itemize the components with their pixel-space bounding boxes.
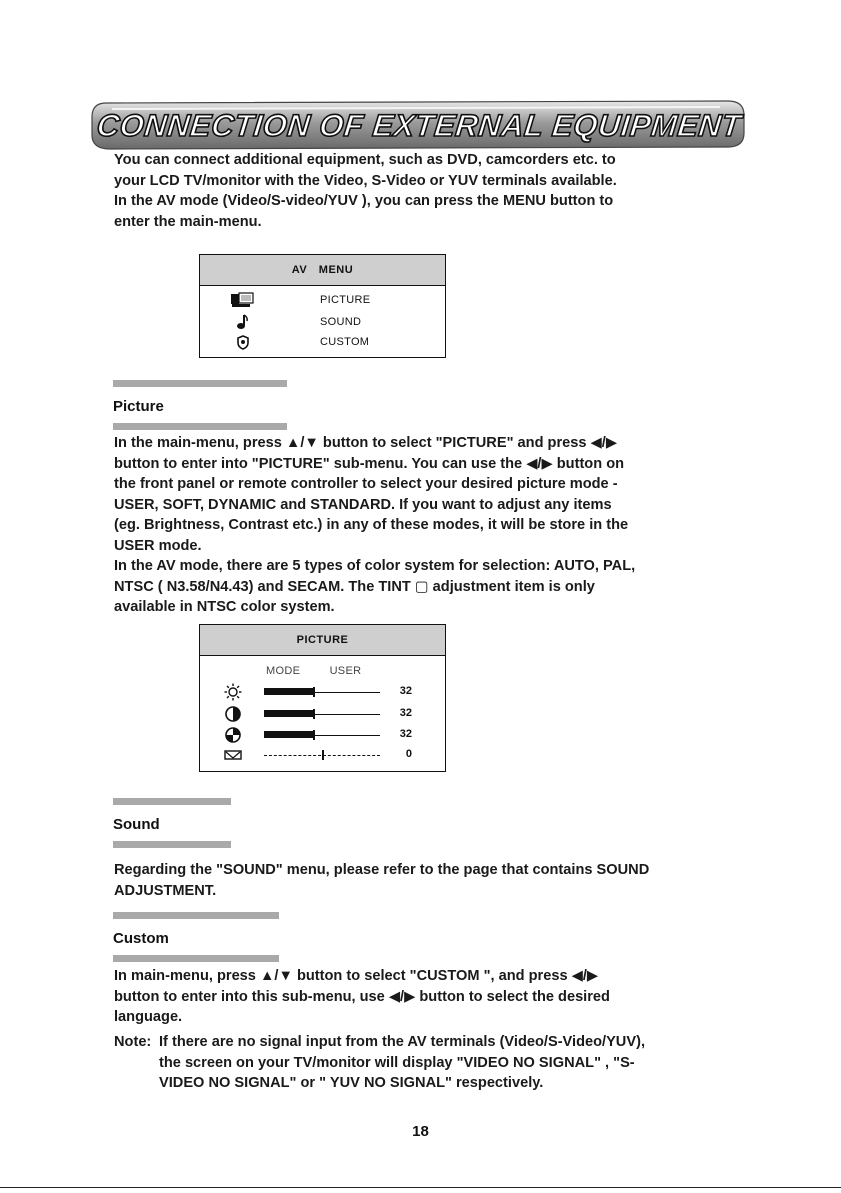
slider-fill [264, 688, 313, 695]
tint-icon [222, 746, 244, 764]
brightness-icon [222, 683, 244, 701]
sound-section-title: Sound [113, 816, 160, 833]
sound-icon [230, 314, 256, 330]
picture-line: button to enter into "PICTURE" sub-menu. You can use the ◀/▶ button on [114, 455, 625, 472]
note-paragraph [159, 1032, 645, 1094]
banner-title: CONNECTION OF EXTERNAL EQUIPMENT [95, 108, 743, 143]
note-label: Note: [114, 1034, 152, 1050]
picture-line: the front panel or remote controller to select your desired picture mode - [114, 476, 618, 492]
av-menu-item-sound [200, 313, 445, 330]
brightness-slider-row [200, 683, 445, 701]
contrast-slider-row [200, 705, 445, 723]
mode-label: MODE [266, 665, 301, 677]
section-divider [113, 841, 231, 848]
color-icon [222, 726, 244, 744]
tint-slider-row [200, 746, 445, 764]
av-menu-item-label: PICTURE [320, 293, 371, 306]
sound-line: Regarding the "SOUND" menu, please refer to the page that contains SOUND [114, 862, 650, 878]
intro-line: enter the main-menu. [114, 213, 262, 230]
picture-line: USER mode. [114, 537, 202, 554]
note-line: the screen on your TV/monitor will display "VIDEO NO SIGNAL" , "S- [159, 1054, 635, 1071]
picture-line: NTSC ( N3.58/N4.43) and SECAM. The TINT ▢ adjustment item is only [114, 578, 595, 595]
mode-value: USER [329, 665, 362, 677]
picture-line: In the main-menu, press ▲/▼ button to select "PICTURE" and press ◀/▶ [114, 435, 618, 451]
picture-line: In the AV mode, there are 5 types of color system for selection: AUTO, PAL, [114, 558, 636, 574]
section-divider [113, 423, 287, 430]
picture-paragraph [114, 433, 635, 618]
intro-line: You can connect additional equipment, such as DVD, camcorders etc. to [114, 152, 616, 168]
custom-line: button to enter into this sub-menu, use ◀/▶ button to select the desired [114, 988, 610, 1005]
intro-line: In the AV mode (Video/S-video/YUV ), you can press the MENU button to [114, 193, 614, 209]
page-number: 18 [412, 1123, 429, 1140]
picture-line: available in NTSC color system. [114, 599, 335, 615]
slider-handle [313, 687, 315, 697]
picture-section-title: Picture [113, 398, 164, 415]
av-menu-item-label: CUSTOM [320, 335, 370, 348]
custom-section-title: Custom [113, 930, 169, 947]
page-bottom-rule [0, 1187, 841, 1188]
sound-line: ADJUSTMENT. [114, 882, 217, 899]
picture-menu-title: PICTURE [200, 625, 445, 656]
note-line: If there are no signal input from the AV terminals (Video/S-Video/YUV), [159, 1034, 645, 1050]
picture-line: USER, SOFT, DYNAMIC and STANDARD. If you want to adjust any items [114, 496, 612, 513]
color-slider-row [200, 726, 445, 744]
slider-value: 32 [399, 707, 412, 719]
custom-icon [230, 334, 256, 350]
picture-line: (eg. Brightness, Contrast etc.) in any of these modes, it will be store in the [114, 517, 629, 533]
av-menu-illustration [199, 254, 446, 358]
av-menu-item-label: SOUND [320, 315, 362, 328]
section-divider [113, 912, 279, 919]
section-banner [88, 95, 750, 157]
picture-menu-illustration [199, 624, 446, 772]
intro-paragraph [114, 150, 617, 232]
slider-handle [313, 709, 315, 719]
av-menu-item-custom [200, 333, 445, 350]
slider-handle [322, 750, 324, 760]
slider-fill [264, 731, 313, 738]
sound-paragraph [114, 860, 649, 901]
slider-fill [264, 710, 313, 717]
av-menu-item-picture [200, 291, 445, 308]
section-divider [113, 955, 279, 962]
contrast-icon [222, 705, 244, 723]
section-divider [113, 798, 231, 805]
custom-line: In main-menu, press ▲/▼ button to select "CUSTOM ", and press ◀/▶ [114, 968, 599, 984]
note-line: VIDEO NO SIGNAL" or " YUV NO SIGNAL" respectively. [159, 1075, 544, 1091]
picture-icon [230, 292, 256, 308]
av-menu-title: AV MENU [200, 255, 445, 286]
section-divider [113, 380, 287, 387]
intro-line: your LCD TV/monitor with the Video, S-Video or YUV terminals available. [114, 172, 617, 189]
picture-mode-row [266, 665, 387, 677]
slider-handle [313, 730, 315, 740]
slider-value: 32 [399, 728, 412, 740]
slider-value: 0 [405, 748, 412, 760]
custom-line: language. [114, 1009, 183, 1025]
custom-paragraph [114, 966, 610, 1028]
slider-value: 32 [399, 685, 412, 697]
